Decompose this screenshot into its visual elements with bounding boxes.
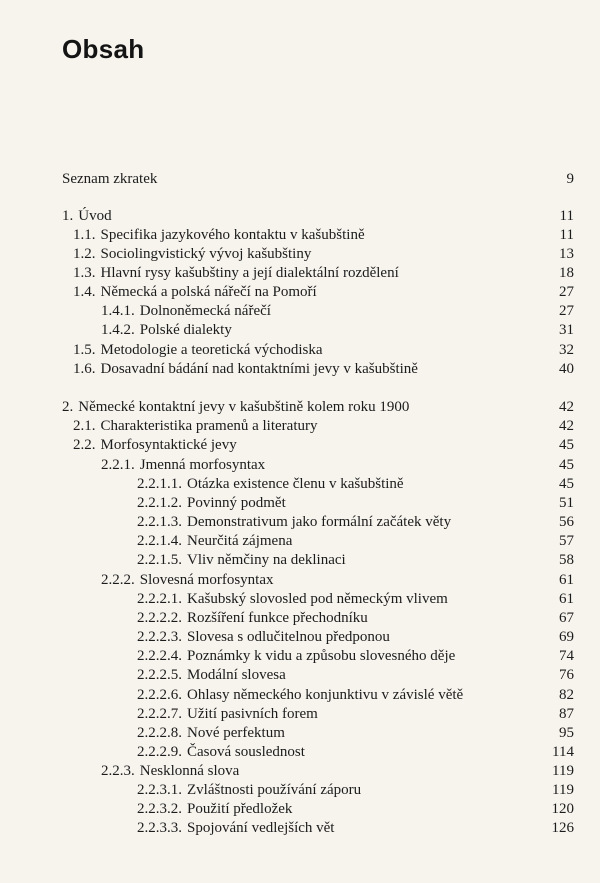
toc-entry-title: Nové perfektum (187, 725, 285, 741)
toc-entry-number: 2.2.2.9. (137, 744, 182, 760)
toc-entry-page: 119 (552, 782, 574, 798)
toc-entry-page: 11 (559, 227, 574, 243)
toc-entry-title: Seznam zkratek (62, 171, 158, 187)
toc-entry-page: 27 (559, 303, 574, 319)
toc-entry-page: 45 (559, 457, 574, 473)
toc-entry-number: 1.3. (73, 265, 96, 281)
toc-entry-page: 31 (559, 322, 574, 338)
toc-entry-title: Charakteristika pramenů a literatury (100, 418, 318, 434)
toc-entry (101, 321, 232, 340)
toc-entry (73, 436, 237, 455)
toc-entry-number: 1.4. (73, 284, 96, 300)
toc-entry-page: 76 (559, 667, 574, 683)
toc-entry (137, 494, 286, 513)
toc-entry (73, 245, 311, 264)
toc-entry-page: 120 (551, 801, 574, 817)
toc-entry (137, 781, 361, 800)
toc-entry-page: 95 (559, 725, 574, 741)
toc-entry-number: 2.2.3.3. (137, 820, 182, 836)
toc-entry-title: Neurčitá zájmena (187, 533, 293, 549)
toc-entry-page: 119 (552, 763, 574, 779)
toc-entry-number: 2.2. (73, 437, 96, 453)
toc-entry-page: 45 (559, 437, 574, 453)
toc-entry-number: 2.2.2.5. (137, 667, 182, 683)
toc-entry-page: 126 (551, 820, 574, 836)
toc-entry-title: Ohlasy německého konjunktivu v závislé větě (187, 687, 464, 703)
toc-entry-page: 69 (559, 629, 574, 645)
toc-entry-number: 2.2.1.5. (137, 552, 182, 568)
toc-entry-number: 2.2.1. (101, 457, 135, 473)
toc-entry-page: 87 (559, 706, 574, 722)
toc-entry-title: Kašubský slovosled pod německým vlivem (187, 591, 448, 607)
toc-entry-page: 82 (559, 687, 574, 703)
toc-entry-title: Demonstrativum jako formální začátek věty (187, 514, 452, 530)
toc-entry (137, 666, 286, 685)
toc-entry-title: Slovesa s odlučitelnou předponou (187, 629, 390, 645)
toc-entry-title: Specifika jazykového kontaktu v kašubštině (100, 227, 365, 243)
toc-entry-title: Dosavadní bádání nad kontaktními jevy v kašubštině (100, 361, 418, 377)
toc-entry (137, 724, 285, 743)
toc-entry-number: 2.2.2.2. (137, 610, 182, 626)
toc-entry-number: 2.2.2.3. (137, 629, 182, 645)
toc-entry-number: 2.2.2.8. (137, 725, 182, 741)
toc-entry-title: Vliv němčiny na deklinaci (187, 552, 346, 568)
toc-entry-title: Jmenná morfosyntax (139, 457, 266, 473)
toc-entry (137, 628, 390, 647)
toc-entry-page: 32 (559, 342, 574, 358)
toc-entry (73, 264, 399, 283)
toc-entry (137, 513, 451, 532)
toc-entry (137, 551, 346, 570)
toc-entry (137, 819, 334, 838)
toc-entry-number: 1.5. (73, 342, 96, 358)
toc-entry-page: 67 (559, 610, 574, 626)
toc-entry-number: 2.2.3.2. (137, 801, 182, 817)
toc-entry (73, 417, 318, 436)
toc-entry-title: Úvod (78, 208, 112, 224)
toc-entry (62, 207, 112, 226)
toc-entry-title: Slovesná morfosyntax (139, 572, 274, 588)
toc-entry-number: 2.2.2.7. (137, 706, 182, 722)
toc-entry-number: 1.4.1. (101, 303, 135, 319)
toc-entry-title: Užití pasivních forem (187, 706, 318, 722)
toc-entry-page: 56 (559, 514, 574, 530)
toc-entry-page: 13 (559, 246, 574, 262)
toc-entry-number: 1.4.2. (101, 322, 135, 338)
toc-entry-number: 2.2.2. (101, 572, 135, 588)
toc-entry (73, 226, 365, 245)
toc-entry (137, 475, 404, 494)
toc-entry-page: 42 (559, 399, 574, 415)
toc-entry-title: Spojování vedlejších vět (187, 820, 335, 836)
toc-entry-title: Časová souslednost (187, 744, 305, 760)
toc-entry (73, 341, 323, 360)
toc-entry-number: 2.2.3. (101, 763, 135, 779)
toc-entry-page: 61 (559, 591, 574, 607)
toc-entry-page: 27 (559, 284, 574, 300)
toc-entry (137, 590, 448, 609)
toc-entry-page: 58 (559, 552, 574, 568)
toc-entry-title: Zvláštnosti používání záporu (187, 782, 362, 798)
toc-entry-number: 2.2.2.6. (137, 687, 182, 703)
toc-entry-number: 1.2. (73, 246, 96, 262)
toc-entry-page: 51 (559, 495, 574, 511)
toc-entry-title: Otázka existence členu v kašubštině (187, 476, 404, 492)
toc-entry-title: Hlavní rysy kašubštiny a její dialektální rozdělení (100, 265, 399, 281)
toc-entry-number: 1.6. (73, 361, 96, 377)
toc-entry-number: 1.1. (73, 227, 96, 243)
toc-entry-title: Rozšíření funkce přechodníku (187, 610, 368, 626)
toc-entry-page: 61 (559, 572, 574, 588)
toc-entry (101, 302, 271, 321)
toc-entry (137, 705, 318, 724)
toc-entry-title: Sociolingvistický vývoj kašubštiny (100, 246, 312, 262)
toc-entry (62, 398, 409, 417)
toc-entry-title: Nesklonná slova (139, 763, 240, 779)
toc-entry (137, 686, 463, 705)
toc-entry (101, 762, 239, 781)
toc-entry-number: 2.2.1.4. (137, 533, 182, 549)
toc-entry-title: Metodologie a teoretická východiska (100, 342, 323, 358)
toc-entry-number: 2.2.2.1. (137, 591, 182, 607)
toc-entry-title: Německá a polská nářečí na Pomoří (100, 284, 317, 300)
toc-entry-number: 2.2.2.4. (137, 648, 182, 664)
toc-entry-number: 2.2.1.2. (137, 495, 182, 511)
toc-entry-page: 18 (559, 265, 574, 281)
toc-entry (137, 532, 292, 551)
toc-entry-page: 74 (559, 648, 574, 664)
toc-entry-page: 42 (559, 418, 574, 434)
toc-entry-title: Morfosyntaktické jevy (100, 437, 237, 453)
toc-entry-number: 2.2.1.3. (137, 514, 182, 530)
toc-entry (101, 456, 265, 475)
toc-entry-title: Německé kontaktní jevy v kašubštině kolem roku 1900 (78, 399, 410, 415)
toc-entry-title: Povinný podmět (187, 495, 286, 511)
toc-entry (137, 800, 292, 819)
toc-entry-title: Dolnoněmecká nářečí (139, 303, 271, 319)
toc-entry-number: 2. (62, 399, 74, 415)
toc-entry (137, 647, 455, 666)
toc-entry-page: 40 (559, 361, 574, 377)
toc-entry-page: 9 (566, 171, 574, 187)
toc-entry-title: Použití předložek (187, 801, 293, 817)
toc-entry (62, 170, 157, 189)
toc-entry-title: Polské dialekty (139, 322, 232, 338)
toc-entry-page: 11 (559, 208, 574, 224)
toc-entry (73, 360, 418, 379)
toc-entry (137, 609, 368, 628)
toc-entry-page: 114 (552, 744, 574, 760)
toc-entry-title: Poznámky k vidu a způsobu slovesného děje (187, 648, 456, 664)
toc-entry (73, 283, 317, 302)
toc-entry-page: 45 (559, 476, 574, 492)
toc-entry (137, 743, 305, 762)
toc-entry-number: 1. (62, 208, 74, 224)
toc-entry-number: 2.2.1.1. (137, 476, 182, 492)
toc-entry-number: 2.2.3.1. (137, 782, 182, 798)
toc-entry (101, 571, 273, 590)
page-title: Obsah (62, 34, 145, 64)
toc-entry-number: 2.1. (73, 418, 96, 434)
toc-entry-title: Modální slovesa (187, 667, 286, 683)
toc-entry-page: 57 (559, 533, 574, 549)
